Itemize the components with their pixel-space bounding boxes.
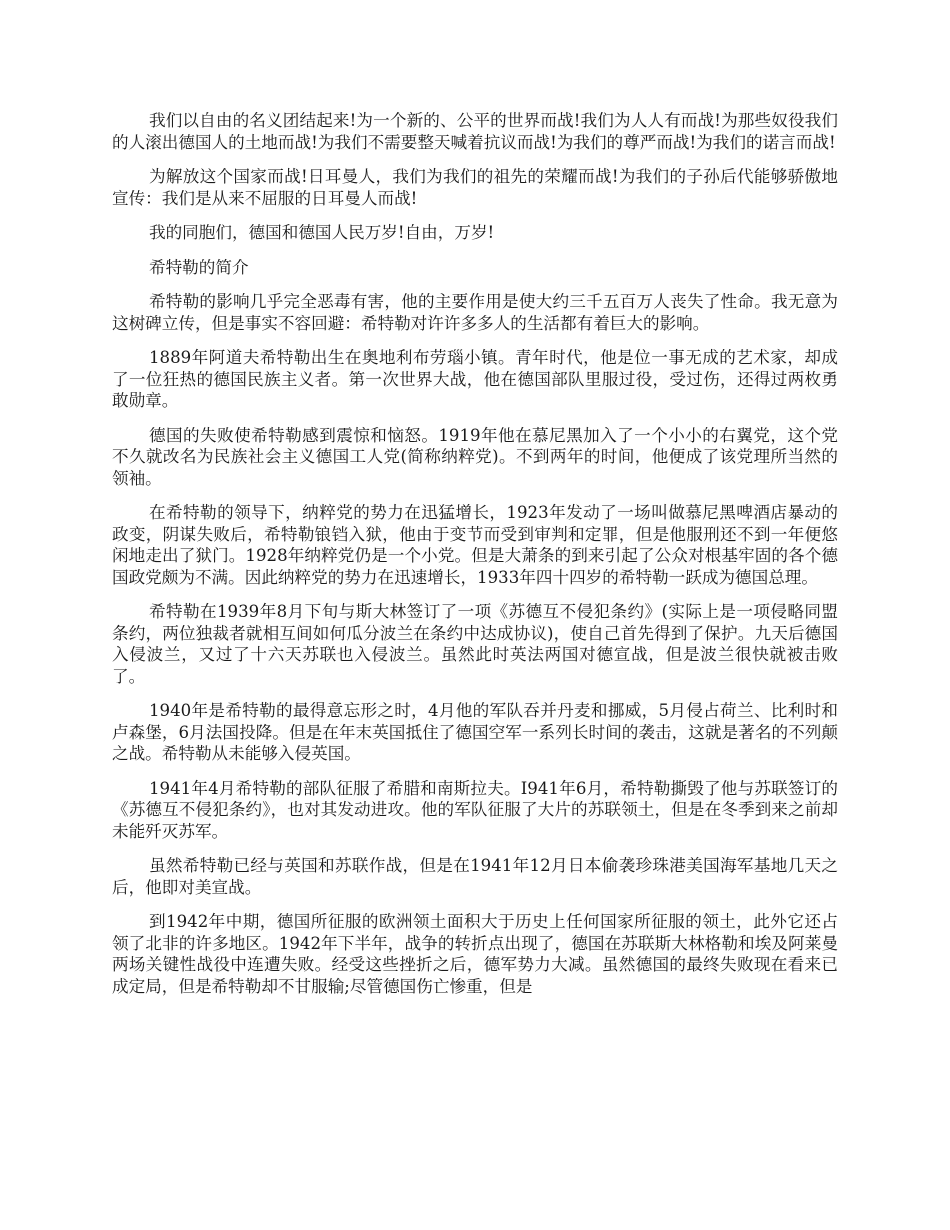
paragraph-11: 1941年4月希特勒的部队征服了希腊和南斯拉夫。I941年6月，希特勒撕毁了他与苏联签订的《苏德互不侵犯条约》，也对其发动进攻。他的军队征服了大片的苏联领土，但是在冬季到来之前却未能歼灭苏军。: [112, 778, 838, 841]
paragraph-8: 在希特勒的领导下，纳粹党的势力在迅猛增长，1923年发动了一场叫做慕尼黑啤酒店暴动的政变，阴谋失败后，希特勒锒铛入狱，他由于变节而受到审判和定罪，但是他服刑还不到一年便悠闲地走出了狱门。1928年纳粹党仍是一个小党。但是大萧条的到来引起了公众对根基牢固的各个德国政党颇为不满。因此纳粹党的势力在迅速增长，1933年四十四岁的希特勒一跃成为德国总理。: [112, 503, 838, 587]
paragraph-7: 德国的失败使希特勒感到震惊和恼怒。1919年他在慕尼黑加入了一个小小的右翼党，这个党不久就改名为民族社会主义德国工人党(简称纳粹党)。不到两年的时间，他便成了该党理所当然的领袖。: [112, 425, 838, 488]
paragraph-2: 为解放这个国家而战!日耳曼人，我们为我们的祖先的荣耀而战!为我们的子孙后代能够骄傲地宣传：我们是从来不屈服的日耳曼人而战!: [112, 167, 838, 208]
paragraph-5: 希特勒的影响几乎完全恶毒有害，他的主要作用是使大约三千五百万人丧失了性命。我无意为这树碑立传，但是事实不容回避：希特勒对许许多多人的生活都有着巨大的影响。: [112, 292, 838, 333]
paragraph-13: 到1942年中期，德国所征服的欧洲领土面积大于历史上任何国家所征服的领土，此外它还占领了北非的许多地区。1942年下半年，战争的转折点出现了，德国在苏联斯大林格勒和埃及阿莱曼两场关键性战役中连遭失败。经受这些挫折之后，德军势力大减。虽然德国的最终失败现在看来已成定局，但是希特勒却不甘服输;尽管德国伤亡惨重，但是: [112, 912, 838, 996]
paragraph-9: 希特勒在1939年8月下旬与斯大林签订了一项《苏德互不侵犯条约》(实际上是一项侵略同盟条约，两位独裁者就相互间如何瓜分波兰在条约中达成协议)，使自己首先得到了保护。九天后德国入侵波兰，又过了十六天苏联也入侵波兰。虽然此时英法两国对德宣战，但是波兰很快就被击败了。: [112, 602, 838, 686]
paragraph-10: 1940年是希特勒的最得意忘形之时，4月他的军队吞并丹麦和挪威，5月侵占荷兰、比利时和卢森堡，6月法国投降。但是在年末英国抵住了德国空军一系列长时间的袭击，这就是著名的不列颠之战。希特勒从未能够入侵英国。: [112, 701, 838, 763]
paragraph-1: 我们以自由的名义团结起来!为一个新的、公平的世界而战!我们为人人有而战!为那些奴役我们的人滚出德国人的土地而战!为我们不需要整天喊着抗议而战!为我们的尊严而战!为我们的诺言而战!: [112, 111, 838, 152]
paragraph-6: 1889年阿道夫希特勒出生在奥地利布劳瑙小镇。青年时代，他是位一事无成的艺术家，却成了一位狂热的德国民族主义者。第一次世界大战，他在德国部队里服过役，受过伤，还得过两枚勇敢勋章。: [112, 348, 838, 410]
section-heading: 希特勒的简介: [149, 257, 249, 277]
paragraph-3: 我的同胞们，德国和德国人民万岁!自由，万岁!: [149, 223, 495, 242]
document-body: [112, 110, 838, 1010]
paragraph-12: 虽然希特勒已经与英国和苏联作战，但是在1941年12月日本偷袭珍珠港美国海军基地几天之后，他即对美宣战。: [112, 856, 838, 897]
